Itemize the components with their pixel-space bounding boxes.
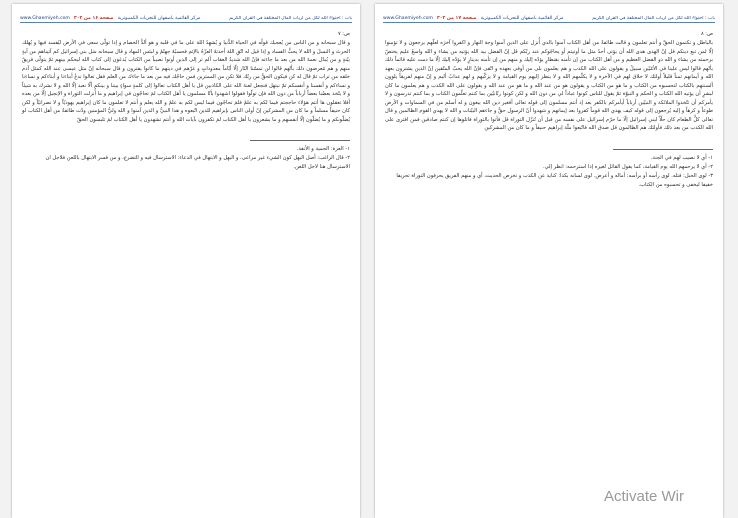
document-page-left [12,4,360,518]
footnote-divider [250,140,350,141]
document-page-right [375,4,723,518]
header-book-title: باب : احتواء الله لكل من أرباب المال المختلفة في القرآن الكريم [592,16,715,21]
footnote-item: ۲- أي لا يرحمهم الله يوم القيامة، كما يقول القائل لغيره إذا استرحمه: انظر إلي. [543,163,713,170]
activate-windows-watermark: Activate Wir [604,488,685,505]
header-center-name: مركز القائمية باصفهان للتحريات الكمبيوترية [117,16,201,21]
header-page-info: صفحة ۱۷ من ۳۰۲ [436,16,477,21]
page-header [20,10,352,23]
footnote-item: ۲- قال الراغب: أصل البهل كون الشيء غير مراعى، و البهل و الابتهال في الدعاء: الاسترسال فيه و التضرع، و من فسر الابتهال باللعن فلاجل ان الاسترسال هنا لاجل اللعن. [45,155,350,170]
header-site-link[interactable]: www.Ghaemiyeh.com [20,16,70,21]
footnote-divider [613,149,713,150]
footnotes [385,154,713,190]
body-text: و قال سبحانه و من الناس من يُعجبك قولُه في الحياة الدُّنيا و يُشهِدُ اللهَ على ما في قلبه و هو ألدُّ الخصام و إذا تولّى سعى في الأرض ليُفسد فيها و يُهلك الحرثَ و النسلَ و الله لا يحبُّ الفساد و إذا قيل له اتّقِ اللهَ أخذتهُ العزّةُ بالإثم فحسبُهُ جهنّمُ و لبئس المهاد و قال سبحانه سَل بني إسرائيل كم آتيناهم من آيةٍ بيّنةٍ و من يُبدّل نعمةَ الله من بعد ما جاءته فإنّ الله شديدُ العقاب ألم تر إلى الذين أوتوا نصيباً من الكتاب يُدعَون إلى كتاب الله ليحكم بينهم ثمّ يتولّى فريقٌ منهم و هم مُعرضون ذلك بأنّهم قالوا لن تمسّنا النّار إلّا أيّاماً معدوداتٍ و غرّهم في دينهم ما كانوا يفترون و قال سبحانه إنّ مثل عيسى عند الله كمثل آدم خلقه من تراب ثمّ قال له كن فيكون الحقُّ من ربّك فلا تكن من الممترين فمن حاجّك فيه من بعد ما جاءك من العلم فقل تعالوا ندعُ أبناءنا و أبناءكم و نساءنا و نساءكم و أنفسنا و أنفسكم ثمّ نبتهل فنجعل لعنةَ الله على الكاذبين قل يا أهل الكتاب تعالوا إلى كلمةٍ سواءٍ بيننا و بينكم ألّا نعبد إلّا الله و لا نشرك به شيئاً و لا يتّخذ بعضُنا بعضاً أرباباً من دون الله فإن تولّوا فقولوا اشهدوا بأنّا مسلمون يا أهل الكتاب لمَ تحاجّون في إبراهيم و ما أُنزلت التوراة و الإنجيل إلّا من بعده أفلا تعقلون ها أنتم هؤلاء حاججتم فيما لكم به علمٌ فلمَ تحاجّون فيما ليس لكم به علمٌ و الله يعلم و أنتم لا تعلمون ما كان إبراهيم يهوديّاً و لا نصرانيّاً و لكن كان حنيفاً مسلماً و ما كان من المشركين إنّ أولى الناس بإبراهيم للذين اتّبعوه و هذا النبيُّ و الذين آمنوا و الله وليُّ المؤمنين ودّت طائفةٌ من أهل الكتاب لو يُضلّونكم و ما يُضلّون إلّا أنفسهم و ما يشعرون يا أهل الكتاب لمَ تكفرون بآيات الله و أنتم تشهدون يا أهل الكتاب لمَ تلبسون الحقّ [21,40,350,123]
footnote-item: ۱- أي لا نصيب لهم في الجنة. [650,154,713,161]
header-book-title: باب : احتواء الله لكل من أرباب المال المختلفة في القرآن الكريم [229,16,352,21]
header-center-name: مركز القائمية باصفهان للتحريات الكمبيوترية [480,16,564,21]
header-site-link[interactable]: www.Ghaemiyeh.com [383,16,433,21]
page-number-label: ص: ۷ [337,31,350,37]
page-header [383,10,715,23]
body-text: بالباطل و تكتمون الحقَّ و أنتم تعلمون و قالت طائفةٌ من أهل الكتاب آمنوا بالذي أُنزل على الذين آمنوا وجهَ النهار و اكفروا آخرَه لعلّهم يرجعون و لا تؤمنوا إلّا لمن تبع دينكم قل إنّ الهدى هدى الله أن يؤتى أحدٌ مثل ما أوتيتم أو يحاجّوكم عند ربّكم قل إنّ الفضل بيد الله يؤتيه من يشاء و الله واسعٌ عليم يختصّ برحمته من يشاء و الله ذو الفضل العظيم و من أهل الكتاب من إن تأمنه بقنطارٍ يؤدّه إليك و منهم من إن تأمنه بدينارٍ لا يؤدّه إليك إلّا ما دمت عليه قائماً ذلك بأنّهم قالوا ليس علينا في الأمّيّين سبيلٌ و يقولون على الله الكذب و هم يعلمون بلى من أوفى بعهده و اتّقى فإنّ الله يحبّ المتّقين إنّ الذين يشترون بعهد الله و أيمانهم ثمناً قليلاً أولئك لا خلاق لهم في الآخرة و لا يكلّمهم الله و لا ينظر إليهم يوم القيامة و لا يزكّيهم و لهم عذابٌ أليم و إنّ منهم لفريقاً يلوون ألسنتهم بالكتاب لتحسبوه من الكتاب و ما هو من الكتاب و يقولون هو من عند الله و ما هو من عند الله و يقولون على الله الكذب و هم يعلمون ما كان لبشرٍ أن يؤتيه الله الكتاب و الحكم و النبوّة ثمّ يقول للناس كونوا عباداً لي من دون الله و لكن كونوا ربّانيّين بما كنتم تعلّمون الكتاب و بما كنتم تدرسون و لا يأمركم أن تتّخذوا الملائكة و النبيّين أرباباً أيأمركم بالكفر بعد إذ أنتم مسلمون إلى قوله تعالى أفغير دين الله يبغون و له أسلم من في السماوات و الأرض طوعاً و كرهاً و إليه يُرجعون إلى قوله كيف يهدي الله قوماً كفروا بعد إيمانهم و شهدوا أنّ الرسول حقٌّ و جاءهم البيّنات و الله لا يهدي القوم الظالمين و قال تعالى كلُّ الطعام كان حلّاً لبني إسرائيل إلّا ما حرّم إسرائيل على نفسه من قبل أن تُنزّل التوراة قل فأتوا بالتوراة فاتلوها إن كنتم صادقين فمن افترى على الله الكذب من بعد ذلك فأولئك هم الظالمون قل صدق الله فاتّبعوا ملّة إبراهيم حنيفاً و ما كان من المشركين [385,40,713,131]
footnote-item: ۱- العزة: الحمية و الأنفة. [296,146,350,152]
page-number-label: ص: ۸ [700,31,713,37]
footnote-item: ۳- لوى الحبل: فتله. لوى رأسه أو برأسه: أماله و أعرض. لوى لسانه بكذا: كناية عن الكذب و تخرص الحديث، أي و منهم الفريق يحرفون التوراة تحريفا خفيفا ليخفى و تحسبوه من الكتاب. [396,172,713,188]
footnotes [22,145,350,172]
header-page-info: صفحة ۱۶ من ۳۰۲ [73,16,114,21]
